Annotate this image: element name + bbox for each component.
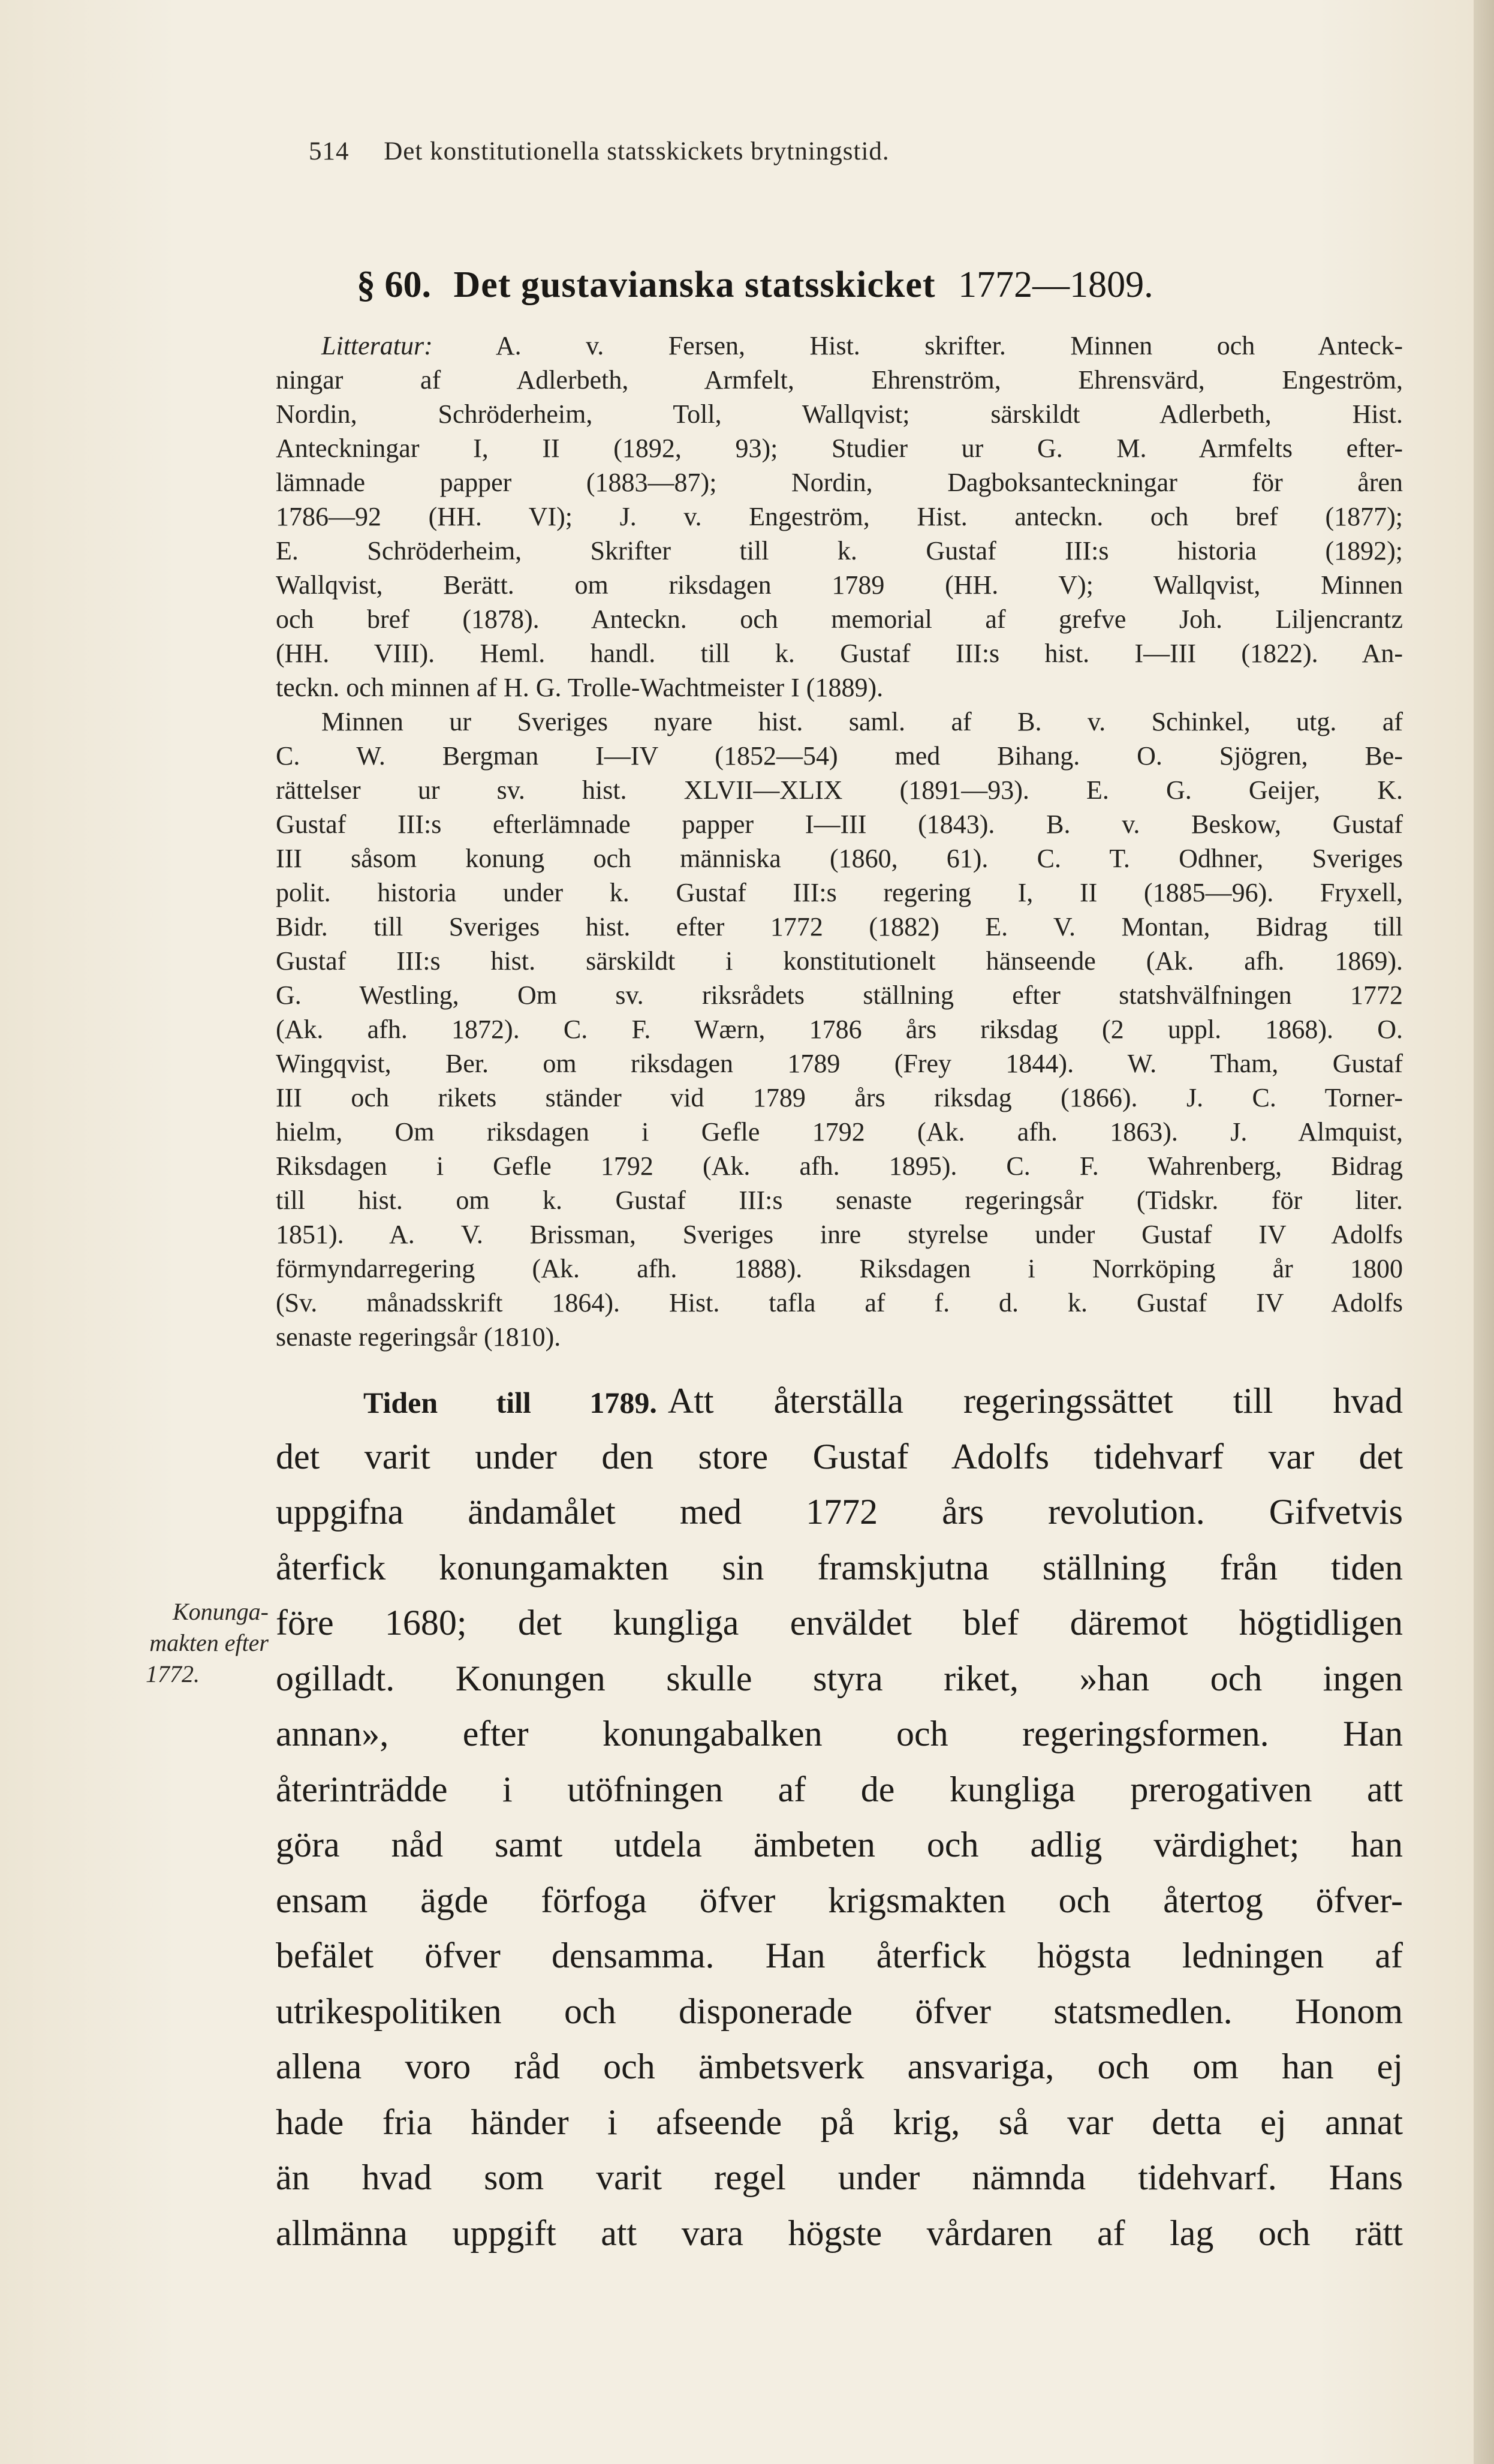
literature-label: Litteratur: [321,331,433,360]
body-line: återinträdde i utöfningen af de kungliga prerogativen att [276,1769,1403,1809]
literature-line: senaste regeringsår (1810). [276,1322,561,1352]
literature-line: (HH. VIII). Heml. handl. till k. Gustaf III:s hist. I—III (1822). An- [276,639,1403,668]
literature-line: III och rikets ständer vid 1789 års riksdag (1866). J. C. Torner- [276,1083,1403,1112]
body-line: allena voro råd och ämbetsverk ansvariga, och om han ej [276,2047,1403,2086]
literature-line: (Sv. månadsskrift 1864). Hist. tafla af f. d. k. Gustaf IV Adolfs [276,1288,1403,1317]
section-number: § 60. [357,264,431,305]
body-line: ensam ägde förfoga öfver krigsmakten och återtog öfver- [276,1880,1403,1920]
body-line: befälet öfver densamma. Han återfick högsta ledningen af [276,1936,1403,1975]
section-heading [357,264,1436,306]
run-in-heading: Tiden till 1789. [363,1386,657,1419]
body-line: utrikespolitiken och disponerade öfver statsmedlen. Honom [276,1991,1403,2031]
body-line: ogilladt. Konungen skulle styra riket, »han och ingen [276,1658,1403,1698]
body-line: uppgifna ändamålet med 1772 års revolution. Gifvetvis [276,1492,1403,1532]
literature-line: Litteratur: A. v. Fersen, Hist. skrifter. Minnen och Anteck- [321,331,1403,360]
literature-line: Nordin, Schröderheim, Toll, Wallqvist; särskildt Adlerbeth, Hist. [276,399,1403,429]
body-line: allmänna uppgift att vara högste vårdaren af lag och rätt [276,2213,1403,2253]
literature-line: och bref (1878). Anteckn. och memorial af grefve Joh. Liljencrantz [276,604,1403,634]
body-line: det varit under den store Gustaf Adolfs tidehvarf var det [276,1436,1403,1476]
marginal-note [77,1596,269,1690]
literature-line: C. W. Bergman I—IV (1852—54) med Bihang. O. Sjögren, Be- [276,741,1403,771]
literature-line: 1851). A. V. Brissman, Sveriges inre styrelse under Gustaf IV Adolfs [276,1220,1403,1249]
literature-block [276,329,1403,1354]
body-line: före 1680; det kungliga enväldet blef däremot högtidligen [276,1603,1403,1642]
literature-line: Gustaf III:s hist. särskildt i konstitutionelt hänseende (Ak. afh. 1869). [276,946,1403,976]
marginal-note-line: Konunga- [173,1598,269,1625]
literature-line: Wingqvist, Ber. om riksdagen 1789 (Frey 1844). W. Tham, Gustaf [276,1049,1403,1078]
literature-line: Bidr. till Sveriges hist. efter 1772 (1882) E. V. Montan, Bidrag till [276,912,1403,941]
literature-line: Riksdagen i Gefle 1792 (Ak. afh. 1895). C. F. Wahrenberg, Bidrag [276,1151,1403,1181]
first-line-text: Att återställa regeringssättet till hvad [667,1381,1403,1421]
body-line: återfick konungamakten sin framskjutna ställning från tiden [276,1547,1403,1587]
section-name: Det gustavianska statsskicket [453,264,936,305]
literature-line: 1786—92 (HH. VI); J. v. Engeström, Hist. anteckn. och bref (1877); [276,502,1403,531]
literature-line: (Ak. afh. 1872). C. F. Wærn, 1786 års riksdag (2 uppl. 1868). O. [276,1015,1403,1044]
literature-line: ningar af Adlerbeth, Armfelt, Ehrenström, Ehrensvärd, Engeström, [276,365,1403,395]
literature-line: förmyndarregering (Ak. afh. 1888). Riksdagen i Norrköping år 1800 [276,1254,1403,1283]
literature-line: polit. historia under k. Gustaf III:s regering I, II (1885—96). Fryxell, [276,878,1403,907]
literature-line: teckn. och minnen af H. G. Trolle-Wachtmeister I (1889). [276,673,884,702]
body-line: annan», efter konungabalken och regeringsformen. Han [276,1714,1403,1753]
marginal-note-line: makten efter [149,1629,269,1656]
literature-line: G. Westling, Om sv. riksrådets ställning efter statshvälfningen 1772 [276,980,1403,1010]
literature-line: hielm, Om riksdagen i Gefle 1792 (Ak. afh. 1863). J. Almquist, [276,1117,1403,1147]
literature-line: till hist. om k. Gustaf III:s senaste regeringsår (Tidskr. för liter. [276,1186,1403,1215]
marginal-note-line: 1772. [146,1660,200,1687]
literature-line: Gustaf III:s efterlämnade papper I—III (1843). B. v. Beskow, Gustaf [276,810,1403,839]
literature-line: rättelser ur sv. hist. XLVII—XLIX (1891—93). E. G. Geijer, K. [276,775,1403,805]
literature-line: E. Schröderheim, Skrifter till k. Gustaf III:s historia (1892); [276,536,1403,565]
literature-line: Minnen ur Sveriges nyare hist. saml. af B. v. Schinkel, utg. af [321,707,1403,736]
literature-line: Anteckningar I, II (1892, 93); Studier ur G. M. Armfelts efter- [276,434,1403,463]
body-line: göra nåd samt utdela ämbeten och adlig värdighet; han [276,1825,1403,1864]
running-header [309,137,1388,166]
literature-line: lämnade papper (1883—87); Nordin, Dagboksanteckningar för åren [276,468,1403,497]
literature-line: III såsom konung och människa (1860, 61). C. T. Odhner, Sveriges [276,844,1403,873]
body-line [276,1373,1403,1429]
page-edge [1474,0,1494,2464]
running-title: Det konstitutionella statsskickets brytningstid. [384,137,890,166]
section-years: 1772—1809. [958,264,1153,305]
body-line: hade fria händer i afseende på krig, så var detta ej annat [276,2102,1403,2142]
literature-line: Wallqvist, Berätt. om riksdagen 1789 (HH. V); Wallqvist, Minnen [276,570,1403,600]
body-text [276,1373,1403,2261]
page-number: 514 [309,137,350,166]
body-line: än hvad som varit regel under nämnda tidehvarf. Hans [276,2158,1403,2197]
